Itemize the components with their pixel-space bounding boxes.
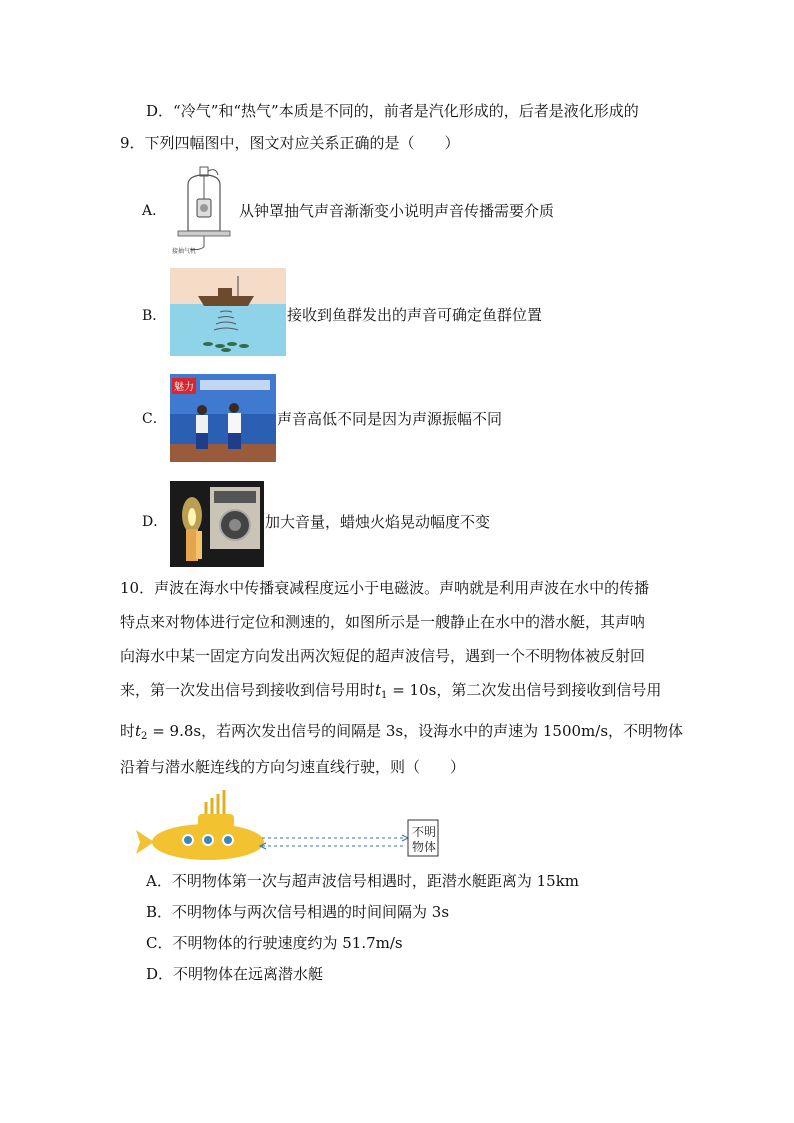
q10-line-1: 10．声波在海水中传播衰减程度远小于电磁波。声呐就是利用声波在水中的传播	[120, 579, 650, 597]
submarine-figure	[120, 786, 450, 866]
q10-option-d: D．不明物体在远离潜水艇	[146, 965, 324, 983]
q9-option-b-text: 接收到鱼群发出的声音可确定鱼群位置	[287, 306, 543, 324]
q10-line-5	[120, 721, 683, 747]
q9-option-b-letter: B．	[142, 308, 167, 324]
bell-jar-image	[170, 163, 238, 257]
q9-option-a-letter: A．	[142, 203, 167, 219]
q9-option-d-text: 加大音量，蜡烛火焰晃动幅度不变	[265, 513, 491, 531]
pump-label: 接抽气机	[172, 248, 197, 255]
q10-line-5-pre: 时	[120, 722, 136, 740]
singers-stage-image	[170, 374, 276, 462]
t2-subscript: 2	[141, 731, 148, 742]
q10-line-3: 向海水中某一固定方向发出两次短促的超声波信号，遇到一个不明物体被反射回	[120, 647, 646, 665]
q8-option-d: D．“冷气”和“热气”本质是不同的，前者是汽化形成的，后者是液化形成的	[146, 102, 639, 120]
q9-option-c-text: 声音高低不同是因为声源振幅不同	[277, 410, 503, 428]
q9-option-d-letter: D．	[142, 514, 168, 530]
q9-option-c-letter: C．	[142, 411, 167, 427]
object-label-1: 不明	[412, 825, 437, 839]
q9-stem: 9．下列四幅图中，图文对应关系正确的是（ ）	[120, 134, 460, 152]
q10-line-4	[120, 680, 661, 706]
banner-text: 魅力	[174, 382, 194, 393]
t2-value: = 9.8s	[147, 722, 202, 740]
speaker-candle-image	[170, 481, 264, 567]
q10-option-b: B．不明物体与两次信号相遇的时间间隔为 3s	[146, 903, 450, 921]
q10-option-c: C．不明物体的行驶速度约为 51.7m/s	[146, 934, 403, 952]
q10-line-4-post: ，第二次发出信号到接收到信号用	[436, 681, 662, 699]
t1-value: = 10s	[387, 681, 437, 699]
q10-option-a: A．不明物体第一次与超声波信号相遇时，距潜水艇距离为 15km	[146, 872, 580, 890]
t1-variable: t	[375, 681, 382, 699]
fishing-boat-sonar-image	[170, 268, 286, 356]
t1-subscript: 1	[381, 690, 388, 701]
q10-line-4-pre: 来，第一次发出信号到接收到信号用时	[120, 681, 376, 699]
object-label-2: 物体	[412, 840, 437, 854]
q10-line-6: 沿着与潜水艇连线的方向匀速直线行驶，则（ ）	[120, 758, 466, 776]
q10-line-2: 特点来对物体进行定位和测速的，如图所示是一艘静止在水中的潜水艇，其声呐	[120, 613, 646, 631]
q10-line-5-post: ，若两次发出信号的间隔是 3s，设海水中的声速为 1500m/s，不明物体	[201, 722, 684, 740]
t2-variable: t	[135, 722, 142, 740]
q9-option-a-text: 从钟罩抽气声音渐渐变小说明声音传播需要介质	[239, 202, 555, 220]
